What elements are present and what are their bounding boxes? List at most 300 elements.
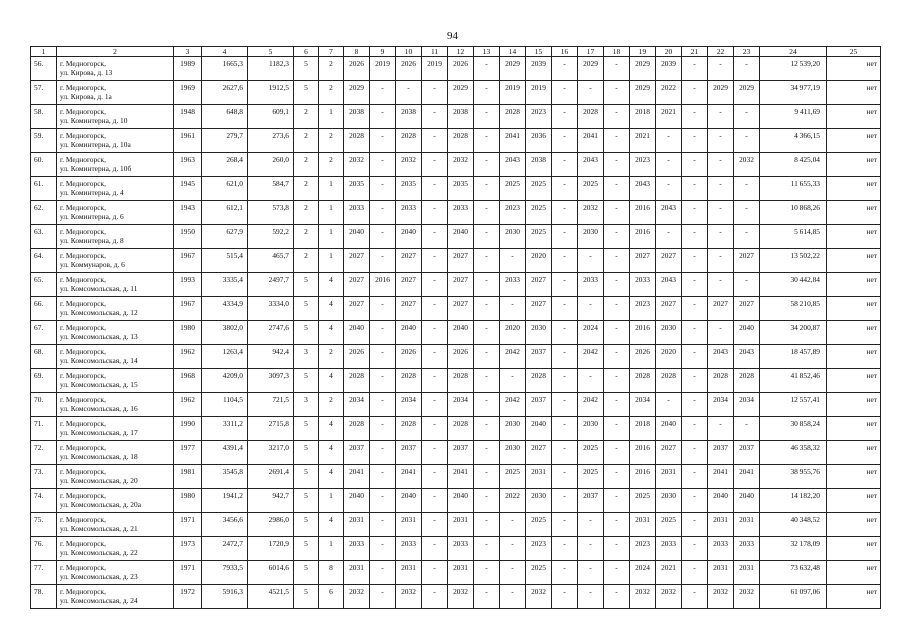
table-row [31,249,881,273]
table-cell: - [708,177,734,201]
table-cell: - [370,489,396,513]
table-cell: 2037 [344,441,370,465]
table-cell: - [474,81,500,105]
table-cell: 2025 [630,489,656,513]
table-cell: нет [827,129,881,153]
table-cell: 2026 [396,57,422,81]
table-cell: - [474,297,500,321]
table-cell: 18 457,89 [760,345,827,369]
table-cell: 2033 [734,537,760,561]
table-cell: 2038 [526,153,552,177]
table-cell: 4 [319,441,344,465]
table-cell: 2032 [344,585,370,609]
table-cell: 2019 [500,81,526,105]
table-cell: 2040 [734,489,760,513]
table-cell: 2033 [656,537,682,561]
table-cell: нет [827,417,881,441]
table-cell: 5 [294,513,319,537]
table-cell: 4 [319,297,344,321]
address-street: ул. Комсомольская, д. 15 [60,380,138,389]
table-cell: 5 [294,321,319,345]
address-street: ул. Комсомольская, д. 11 [60,284,138,293]
table-cell: 942,7 [248,489,294,513]
table-cell: нет [827,561,881,585]
address-street: ул. Коминтерна, д. 6 [60,212,124,221]
table-cell: нет [827,297,881,321]
table-cell: нет [827,273,881,297]
table-cell: 2034 [708,393,734,417]
row-number: 61. [31,177,57,201]
column-header: 22 [708,47,734,57]
table-cell: 2 [294,177,319,201]
column-header: 7 [319,47,344,57]
table-row [31,417,881,441]
table-cell: - [474,129,500,153]
table-cell: 2027 [526,297,552,321]
address-street: ул. Коммунаров, д. 6 [60,260,125,269]
table-cell: 2030 [656,489,682,513]
table-cell: - [682,537,708,561]
table-cell: 2028 [344,129,370,153]
table-cell: 2033 [344,201,370,225]
table-cell: 10 868,26 [760,201,827,225]
table-cell: 2040 [526,417,552,441]
table-cell: - [682,273,708,297]
table-cell: - [552,513,578,537]
table-cell: - [370,465,396,489]
table-cell: - [422,465,448,489]
table-cell: нет [827,225,881,249]
column-header: 1 [31,47,57,57]
row-number: 74. [31,489,57,513]
table-cell: 2028 [526,369,552,393]
table-cell: - [370,105,396,129]
table-cell: 4 [319,273,344,297]
table-cell: 2021 [630,129,656,153]
address-city: г. Медногорск, [60,539,106,548]
table-cell: 2 [294,129,319,153]
table-cell: - [370,417,396,441]
table-cell: 2715,8 [248,417,294,441]
table-cell: 2040 [344,225,370,249]
table-cell: 2028 [396,129,422,153]
table-cell: 2033 [578,273,604,297]
table-cell: 2032 [448,153,474,177]
table-cell: 2032 [526,585,552,609]
table-cell: 2034 [344,393,370,417]
table-cell: 2027 [396,249,422,273]
table-cell: 4209,0 [202,369,248,393]
table-cell: 268,4 [202,153,248,177]
table-cell: 3456,6 [202,513,248,537]
table-row [31,297,881,321]
address-cell [57,105,174,129]
address-cell [57,393,174,417]
table-cell: - [604,369,630,393]
column-header: 14 [500,47,526,57]
table-cell: 2020 [656,345,682,369]
table-row [31,345,881,369]
table-cell: 2024 [578,321,604,345]
table-cell: - [422,393,448,417]
table-cell: 2025 [526,225,552,249]
table-cell: 2028 [656,369,682,393]
table-cell: 2035 [448,177,474,201]
table-cell: 2018 [630,417,656,441]
address-street: ул. Коминтерна, д. 10 [60,116,128,125]
table-cell: 2043 [578,153,604,177]
table-cell: 2 [319,345,344,369]
table-cell: 2034 [396,393,422,417]
table-cell: 3334,0 [248,297,294,321]
table-cell: 2016 [630,201,656,225]
table-cell: нет [827,537,881,561]
table-cell: 648,8 [202,105,248,129]
table-cell: - [552,465,578,489]
table-cell: - [734,417,760,441]
table-cell: 5 [294,369,319,393]
table-cell: 2691,4 [248,465,294,489]
table-cell: - [370,441,396,465]
address-street: ул. Комсомольская, д. 16 [60,404,138,413]
table-cell: 46 358,32 [760,441,827,465]
table-cell: - [604,225,630,249]
table-cell: - [552,201,578,225]
table-cell: 2019 [422,57,448,81]
table-cell: 2032 [344,153,370,177]
table-cell: 6 [319,585,344,609]
table-cell: 1950 [174,225,202,249]
table-cell: 1973 [174,537,202,561]
table-cell: 2016 [630,465,656,489]
address-cell [57,345,174,369]
table-cell: - [422,153,448,177]
table-cell: - [422,225,448,249]
table-cell: 2023 [630,153,656,177]
table-cell: 2031 [396,561,422,585]
table-cell: - [604,393,630,417]
table-cell: 2030 [500,441,526,465]
table-cell: 2032 [396,585,422,609]
address-city: г. Медногорск, [60,347,106,356]
table-cell: 1963 [174,153,202,177]
table-cell: 2042 [500,345,526,369]
table-cell: 2043 [630,177,656,201]
table-cell: - [500,537,526,561]
table-cell: 3335,4 [202,273,248,297]
table-cell: - [370,129,396,153]
table-cell: 5916,3 [202,585,248,609]
table-cell: - [734,105,760,129]
column-header: 6 [294,47,319,57]
table-cell: 2030 [526,489,552,513]
address-cell [57,561,174,585]
table-cell: 1962 [174,345,202,369]
address-street: ул. Коминтерна, д. 4 [60,188,124,197]
address-cell [57,177,174,201]
table-cell: 2041 [500,129,526,153]
table-cell: 2040 [396,321,422,345]
table-cell: 2035 [396,177,422,201]
table-cell: 2025 [578,177,604,201]
table-cell: 1980 [174,489,202,513]
table-cell: 5 [294,417,319,441]
table-cell: 1 [319,105,344,129]
table-cell: - [682,513,708,537]
table-cell: - [552,489,578,513]
table-cell: - [474,105,500,129]
table-cell: 2 [319,81,344,105]
row-number: 70. [31,393,57,417]
table-cell: 942,4 [248,345,294,369]
table-cell: - [474,345,500,369]
table-cell: - [552,129,578,153]
table-row [31,561,881,585]
table-row [31,465,881,489]
table-cell: - [474,153,500,177]
address-street: ул. Комсомольская, д. 13 [60,332,138,341]
table-cell: 4 366,15 [760,129,827,153]
address-cell [57,585,174,609]
table-row [31,537,881,561]
table-cell: 2020 [526,249,552,273]
table-cell: - [734,129,760,153]
table-cell: - [708,153,734,177]
address-city: г. Медногорск, [60,467,106,476]
table-cell: 2027 [448,249,474,273]
table-cell: - [552,153,578,177]
row-number: 63. [31,225,57,249]
row-number: 66. [31,297,57,321]
page-number: 94 [447,30,458,42]
table-cell: 2497,7 [248,273,294,297]
address-city: г. Медногорск, [60,515,106,524]
column-header: 18 [604,47,630,57]
table-cell: 2040 [396,225,422,249]
address-street: ул. Комсомольская, д. 20 [60,476,138,485]
table-cell: - [370,321,396,345]
address-city: г. Медногорск, [60,83,106,92]
table-cell: - [396,81,422,105]
table-cell: 1968 [174,369,202,393]
table-cell: 1971 [174,561,202,585]
address-cell [57,417,174,441]
table-cell: 2031 [344,513,370,537]
table-cell: 3 [294,393,319,417]
column-header: 20 [656,47,682,57]
table-cell: нет [827,249,881,273]
address-cell [57,249,174,273]
row-number: 68. [31,345,57,369]
table-cell: 2027 [396,273,422,297]
address-street: ул. Комсомольская, д. 12 [60,308,138,317]
table-cell: - [578,513,604,537]
table-cell: - [682,57,708,81]
table-cell: - [474,561,500,585]
table-cell: - [474,393,500,417]
table-cell: 2026 [448,345,474,369]
table-cell: - [422,585,448,609]
table-cell: 2027 [630,249,656,273]
table-cell: - [422,513,448,537]
table-cell: 2042 [578,393,604,417]
table-cell: - [708,225,734,249]
table-cell: - [474,585,500,609]
table-cell: 2029 [578,57,604,81]
table-cell: - [370,201,396,225]
table-cell: 2034 [630,393,656,417]
table-cell: - [708,249,734,273]
table-cell: 1945 [174,177,202,201]
table-cell: 2025 [500,177,526,201]
table-cell: 13 502,22 [760,249,827,273]
table-cell: 4 [319,465,344,489]
table-cell: 2 [294,153,319,177]
table-cell: - [682,297,708,321]
address-cell [57,441,174,465]
row-number: 57. [31,81,57,105]
address-city: г. Медногорск, [60,179,106,188]
address-street: ул. Комсомольская, д. 20а [60,500,141,509]
table-cell: - [578,585,604,609]
address-street: ул. Коминтерна, д. 8 [60,236,124,245]
address-city: г. Медногорск, [60,251,106,260]
table-cell: 2023 [500,201,526,225]
table-cell: 5 [294,561,319,585]
table-cell: 2043 [734,345,760,369]
address-cell [57,225,174,249]
column-header: 16 [552,47,578,57]
table-cell: 2043 [500,153,526,177]
table-cell: - [682,153,708,177]
table-cell: нет [827,201,881,225]
table-cell: 2037 [396,441,422,465]
table-cell: нет [827,321,881,345]
table-cell: 2027 [526,273,552,297]
address-city: г. Медногорск, [60,563,106,572]
table-cell: 592,2 [248,225,294,249]
table-cell: - [552,273,578,297]
table-cell: - [370,153,396,177]
column-header: 9 [370,47,396,57]
table-cell: 2025 [578,441,604,465]
table-cell: 1948 [174,105,202,129]
table-cell: 2472,7 [202,537,248,561]
table-cell: 2041 [734,465,760,489]
table-cell: 2028 [734,369,760,393]
table-cell: 2022 [656,81,682,105]
table-cell: - [682,249,708,273]
table-cell: - [552,441,578,465]
table-cell: - [604,585,630,609]
table-cell: - [370,249,396,273]
address-city: г. Медногорск, [60,275,106,284]
table-cell: - [422,105,448,129]
table-cell: 2036 [526,129,552,153]
row-number: 78. [31,585,57,609]
table-cell: 1104,5 [202,393,248,417]
table-cell: 2038 [344,105,370,129]
table-cell: 2032 [396,153,422,177]
table-cell: - [708,417,734,441]
table-cell: 2029 [734,81,760,105]
address-cell [57,129,174,153]
column-header: 23 [734,47,760,57]
table-cell: - [708,273,734,297]
table-cell: 2032 [734,585,760,609]
table-cell: нет [827,81,881,105]
table-cell: - [370,561,396,585]
table-cell: 2033 [396,537,422,561]
table-cell: 2032 [630,585,656,609]
address-cell [57,81,174,105]
table-cell: - [552,249,578,273]
table-cell: 1980 [174,321,202,345]
table-cell: 1993 [174,273,202,297]
table-cell: - [656,129,682,153]
table-cell: нет [827,465,881,489]
table-cell: 2026 [344,345,370,369]
address-city: г. Медногорск, [60,587,106,596]
table-cell: - [604,345,630,369]
table-cell: 2016 [630,321,656,345]
table-cell: 2033 [630,273,656,297]
table-cell: - [500,561,526,585]
table-cell: 2030 [656,321,682,345]
table-cell: 2031 [734,561,760,585]
table-cell: - [682,105,708,129]
table-cell: 2030 [578,417,604,441]
table-cell: 2022 [500,489,526,513]
table-cell: 1967 [174,249,202,273]
row-number: 69. [31,369,57,393]
table-cell: 34 200,87 [760,321,827,345]
table-cell: - [422,561,448,585]
table-cell: - [578,249,604,273]
address-cell [57,321,174,345]
table-cell: 2040 [448,225,474,249]
table-cell: 2031 [708,561,734,585]
table-cell: - [604,321,630,345]
table-cell: 2025 [500,465,526,489]
table-cell: 2028 [448,129,474,153]
table-cell: 9 411,69 [760,105,827,129]
table-cell: 3311,2 [202,417,248,441]
table-cell: 12 539,20 [760,57,827,81]
table-cell: 4 [319,321,344,345]
table-cell: 2028 [578,105,604,129]
table-cell: 1182,3 [248,57,294,81]
table-cell: 1 [319,225,344,249]
table-cell: - [604,513,630,537]
table-cell: 2037 [708,441,734,465]
row-number: 77. [31,561,57,585]
table-cell: - [682,489,708,513]
table-cell: нет [827,441,881,465]
table-cell: - [682,129,708,153]
table-cell: 2029 [344,81,370,105]
table-cell: 2029 [448,81,474,105]
table-cell: - [682,465,708,489]
table-cell: 1971 [174,513,202,537]
table-cell: нет [827,489,881,513]
table-cell: - [604,537,630,561]
row-number: 71. [31,417,57,441]
table-cell: 12 557,41 [760,393,827,417]
table-cell: - [552,345,578,369]
table-cell: 1967 [174,297,202,321]
table-cell: 2030 [526,321,552,345]
